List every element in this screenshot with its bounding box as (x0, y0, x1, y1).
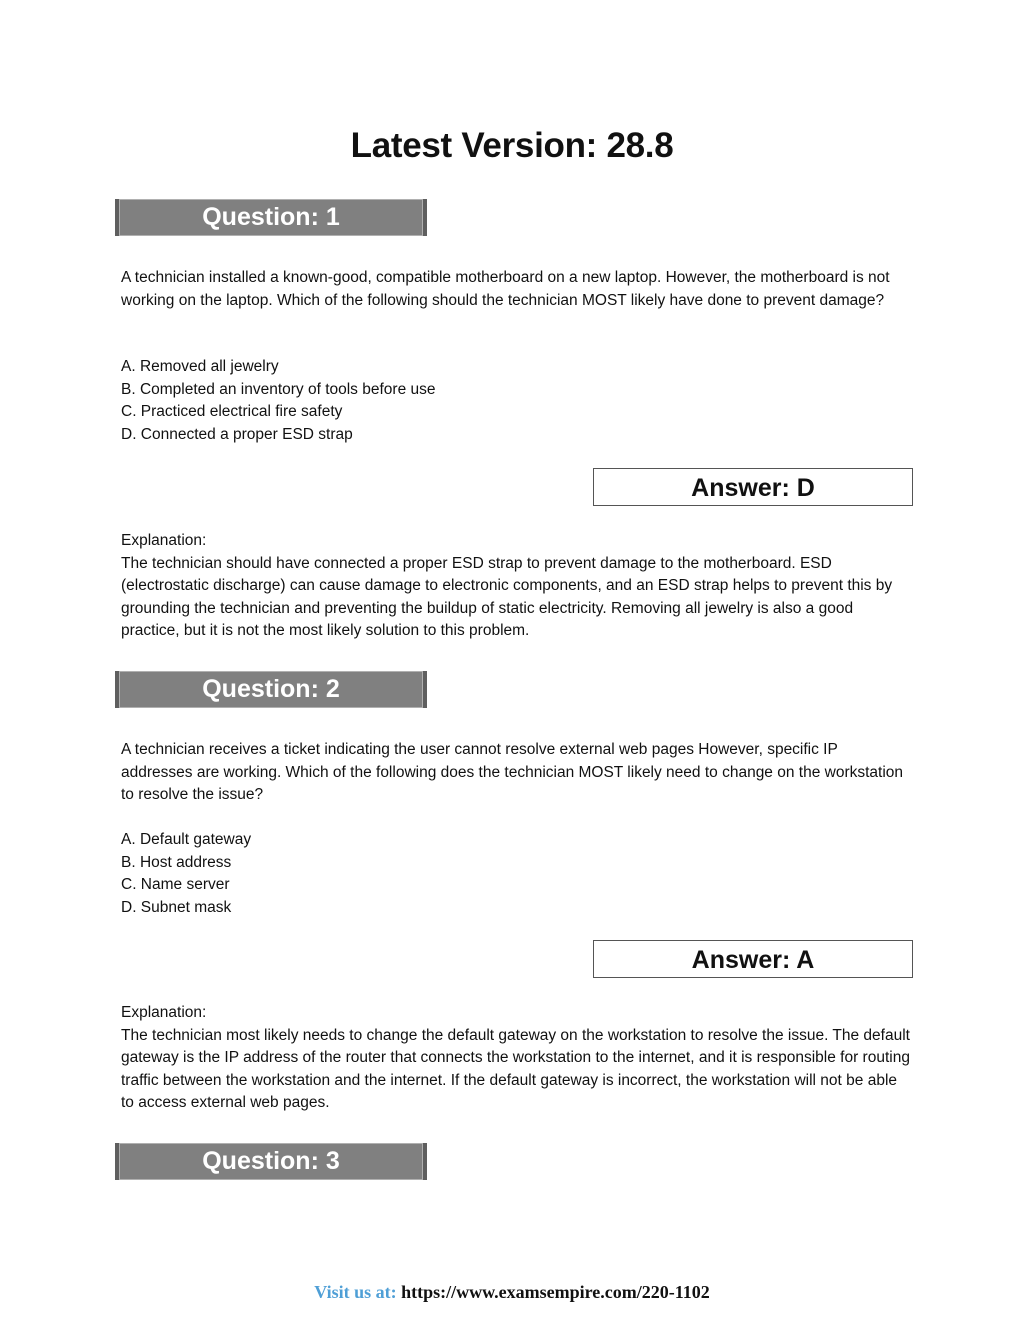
option-d: D. Connected a proper ESD strap (121, 425, 353, 443)
question-2-header: Question: 2 (115, 671, 427, 708)
question-2-options (121, 829, 251, 919)
option-c: C. Name server (121, 876, 230, 893)
page-title: Latest Version: 28.8 (350, 126, 674, 165)
question-1-explanation (121, 530, 911, 643)
option-a: A. Default gateway (121, 831, 252, 848)
explanation-label: Explanation: (121, 532, 207, 549)
explanation-text: The technician most likely needs to change the default gateway on the workstation to resolve the issue. The default gateway is the IP address of the router that connects the workstation to the internet, and it is responsible for routing traffic between the workstation and the internet. If the default gateway is incorrect, the workstation will not be able to access external web pages. (121, 1026, 910, 1111)
option-d: D. Subnet mask (121, 898, 232, 916)
question-1-text: A technician installed a known-good, compatible motherboard on a new laptop. However, the motherboard is not working on the laptop. Which of the following should the technician MOST likely have done to prevent damage? (121, 269, 890, 309)
question-2-text: A technician receives a ticket indicating the user cannot resolve external web pages However, specific IP addresses are working. Which of the following does the technician MOST likely need to change on the workstation to resolve the issue? (121, 741, 904, 803)
question-1-header: Question: 1 (115, 199, 427, 236)
option-c: C. Practiced electrical fire safety (121, 403, 343, 420)
footer (0, 1282, 1024, 1303)
question-2-explanation (121, 1002, 911, 1115)
option-a: A. Removed all jewelry (121, 358, 279, 375)
footer-label: Visit us at: (314, 1282, 397, 1302)
option-b: B. Completed an inventory of tools before use (121, 380, 436, 398)
question-1-options (121, 356, 436, 446)
explanation-text: The technician should have connected a proper ESD strap to prevent damage to the motherboard. ESD (electrostatic discharge) can cause damage to electronic components, and an ESD strap helps to prevent this by grounding the technician and preventing the buildup of static electricity. Removing all jewelry is also a good practice, but it is not the most likely solution to this problem. (121, 554, 893, 639)
question-2-answer: Answer: A (593, 940, 913, 978)
option-b: B. Host address (121, 853, 232, 871)
explanation-label: Explanation: (121, 1004, 207, 1021)
question-1-answer: Answer: D (593, 468, 913, 506)
question-3-header: Question: 3 (115, 1143, 427, 1180)
footer-url-link[interactable]: https://www.examsempire.com/220-1102 (401, 1282, 710, 1302)
